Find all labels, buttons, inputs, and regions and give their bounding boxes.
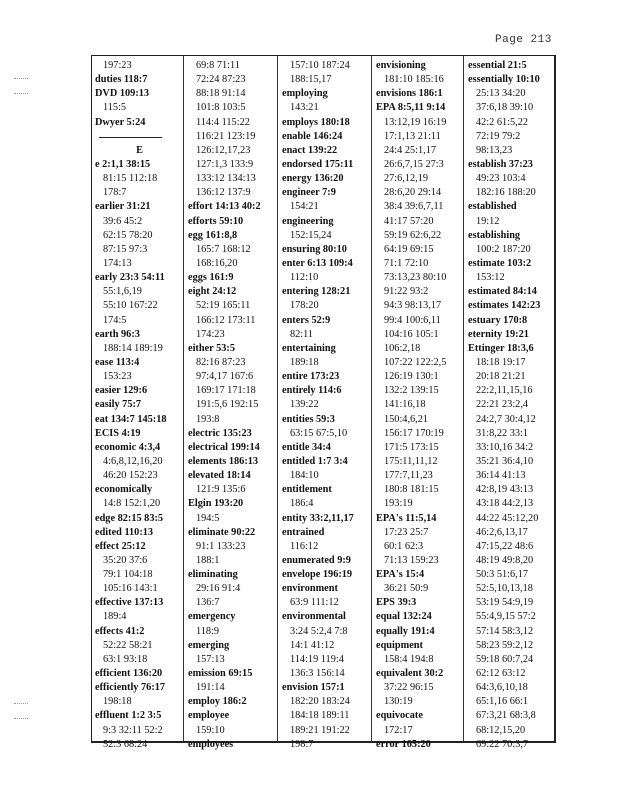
index-page-refs: 36:14 41:13 [476, 470, 526, 482]
index-page-refs: 118:9 [196, 625, 220, 637]
index-page-refs: 52:3 68:24 [103, 738, 148, 750]
index-page-refs: 52:5,10,13,18 [476, 583, 533, 595]
index-page-refs: 39:6 45:2 [103, 215, 143, 227]
index-page-refs: 9:3 32:11 52:2 [103, 724, 163, 736]
index-page-refs: 42:2 61:5,22 [476, 116, 529, 128]
index-term: employing [282, 88, 328, 100]
index-page-refs: 193:19 [384, 498, 413, 510]
index-page-refs: 98:13,23 [476, 144, 513, 156]
index-page-refs: 71:1 72:10 [384, 257, 429, 269]
index-page-refs: 112:10 [290, 272, 319, 284]
index-page-refs: 43:18 44:2,13 [476, 498, 534, 510]
index-term: effect 25:12 [95, 540, 146, 552]
index-page-refs: 38:4 39:6,7,11 [384, 201, 444, 213]
index-page-refs: 189:21 191:22 [290, 724, 350, 736]
index-page-refs: 100:2 187:20 [476, 243, 531, 255]
index-term: establish 37:23 [468, 158, 533, 170]
margin-speck [14, 78, 28, 81]
index-page-refs: 194:5 [196, 512, 220, 524]
index-page-refs: 72:19 79:2 [476, 130, 521, 142]
index-page-refs: 139:22 [290, 399, 319, 411]
index-term: equally 191:4 [376, 625, 435, 637]
index-term: eliminating [188, 569, 238, 581]
index-page-refs: 59:19 62:6,22 [384, 229, 442, 241]
index-page-refs: 188:15,17 [290, 74, 332, 86]
index-page-refs: 22:21 23:2,4 [476, 399, 529, 411]
index-page-refs: 184:18 189:11 [290, 710, 350, 722]
index-term: EPA's 11:5,14 [376, 512, 437, 524]
index-page-refs: 58:23 59:2,12 [476, 639, 534, 651]
index-term: essentially 10:10 [468, 74, 540, 86]
index-term: easily 75:7 [95, 399, 142, 411]
index-page-refs: 114:4 115:22 [196, 116, 250, 128]
index-page-refs: 47:15,22 48:6 [476, 540, 534, 552]
index-term: effects 41:2 [95, 625, 145, 637]
index-page-refs: 55:4,9,15 57:2 [476, 611, 536, 623]
index-term: estuary 170:8 [468, 314, 528, 326]
index-term: egg 161:8,8 [188, 229, 238, 241]
index-page-refs: 174:5 [103, 314, 127, 326]
index-term: estimates 142:23 [468, 300, 541, 312]
index-page-refs: 65:1,16 66:1 [476, 696, 529, 708]
index-term: easier 129:6 [95, 385, 148, 397]
index-term: duties 118:7 [95, 74, 148, 86]
index-term: essential 21:5 [468, 60, 527, 71]
index-page-refs: 20:18 21:21 [476, 371, 526, 383]
index-term: early 23:3 54:11 [95, 272, 165, 284]
index-page-refs: 178:7 [103, 187, 127, 199]
index-term: EPS 39:3 [376, 597, 417, 609]
index-page-refs: 46:20 152:23 [103, 470, 158, 482]
index-term: envelope 196:19 [282, 569, 353, 581]
index-term: emission 69:15 [188, 668, 253, 680]
index-page-refs: 29:16 91:4 [196, 583, 241, 595]
index-page-refs: 116:12 [290, 540, 319, 552]
index-page-refs: 130:19 [384, 696, 413, 708]
index-page-refs: 189:4 [103, 611, 127, 623]
index-page-refs: 174:23 [196, 328, 225, 340]
index-page-refs: 172:17 [384, 724, 413, 736]
index-page-refs: 64:19 69:15 [384, 243, 434, 255]
index-page-refs: 198:7 [290, 738, 314, 750]
index-page-refs: 105:16 143:1 [103, 583, 158, 595]
index-term: entities 59:3 [282, 413, 335, 425]
index-page-refs: 52:19 165:11 [196, 300, 251, 312]
index-page-refs: 116:21 123:19 [196, 130, 256, 142]
index-page-refs: 17:23 25:7 [384, 526, 429, 538]
column-divider [277, 56, 278, 742]
index-term: estimated 84:14 [468, 286, 537, 298]
index-term: establishing [468, 229, 521, 241]
index-term: equivalent 30:2 [376, 668, 444, 680]
index-term: employees [188, 738, 234, 750]
index-page-refs: 133:12 134:13 [196, 173, 256, 185]
index-term: edited 110:13 [95, 526, 154, 538]
index-page-refs: 157:10 187:24 [290, 60, 350, 71]
index-term: ease 113:4 [95, 356, 140, 368]
index-page-refs: 41:17 57:20 [384, 215, 434, 227]
index-page-refs: 69:22 70:3,7 [476, 738, 529, 750]
index-term: equipment [376, 639, 423, 651]
index-term: enters 52:9 [282, 314, 331, 326]
index-page-refs: 31:8,22 33:1 [476, 427, 529, 439]
index-page-refs: 104:16 105:1 [384, 328, 439, 340]
index-page-refs: 177:7,11,23 [384, 470, 433, 482]
index-term: estimate 103:2 [468, 257, 532, 269]
index-page-refs: 88:18 91:14 [196, 88, 246, 100]
index-term: emerging [188, 639, 230, 651]
index-term: e 2:1,1 38:15 [95, 158, 151, 170]
index-page-refs: 156:17 170:19 [384, 427, 444, 439]
index-page-refs: 13:12,19 16:19 [384, 116, 447, 128]
index-term: entrained [282, 526, 325, 538]
index-page-refs: 53:19 54:9,19 [476, 597, 534, 609]
index-page-refs: 87:15 97:3 [103, 243, 148, 255]
index-page-refs: 184:10 [290, 470, 319, 482]
index-page-refs: 101:8 103:5 [196, 102, 246, 114]
index-page-refs: 193:8 [196, 413, 220, 425]
index-page-refs: 26:6,7,15 27:3 [384, 158, 444, 170]
index-page-refs: 136:7 [196, 597, 220, 609]
page-number-label: Page 213 [495, 34, 552, 46]
index-term: envisioning [376, 60, 426, 71]
index-page-refs: 197:23 [103, 60, 132, 71]
index-page-refs: 14:1 41:12 [290, 639, 335, 651]
column-divider [371, 56, 372, 742]
index-page-refs: 171:5 173:15 [384, 441, 439, 453]
index-page-refs: 143:21 [290, 102, 319, 114]
index-term: error 165:20 [376, 738, 431, 750]
index-term: entitlement [282, 484, 332, 496]
index-page-refs: 42:8,19 43:13 [476, 484, 534, 496]
index-term: entire 173:23 [282, 371, 340, 383]
index-page-refs: 79:1 104:18 [103, 569, 153, 581]
index-term: edge 82:15 83:5 [95, 512, 164, 524]
index-page-refs: 55:10 167:22 [103, 300, 158, 312]
index-term: established [468, 201, 517, 213]
index-page-refs: 127:1,3 133:9 [196, 158, 254, 170]
index-term: either 53:5 [188, 342, 235, 354]
index-term: ensuring 80:10 [282, 243, 347, 255]
index-page-refs: 62:12 63:12 [476, 668, 526, 680]
index-page-refs: 59:18 60:7,24 [476, 653, 534, 665]
index-term: electrical 199:14 [188, 441, 260, 453]
index-page-refs: 37:22 96:15 [384, 682, 434, 694]
index-term: entity 33:2,11,17 [282, 512, 354, 524]
index-page-refs: 52:22 58:21 [103, 639, 153, 651]
index-term: employ 186:2 [188, 696, 247, 708]
index-page-refs: 150:4,6,21 [384, 413, 429, 425]
index-term: entitled 1:7 3:4 [282, 455, 348, 467]
index-term: Ettinger 18:3,6 [468, 342, 534, 354]
index-term: ECIS 4:19 [95, 427, 141, 439]
index-page-refs: 178:20 [290, 300, 319, 312]
index-page-refs: 71:13 159:23 [384, 554, 439, 566]
index-term: enter 6:13 109:4 [282, 257, 353, 269]
index-term: DVD 109:13 [95, 88, 150, 100]
index-page-refs: 22:2,11,15,16 [476, 385, 533, 397]
index-page-refs: 14:8 152:1,20 [103, 498, 161, 510]
index-term: effluent 1:2 3:5 [95, 710, 162, 722]
index-column-4 [376, 59, 465, 752]
index-term: eternity 19:21 [468, 328, 529, 340]
index-term: envisions 186:1 [376, 88, 443, 100]
index-page-refs: 91:1 133:23 [196, 540, 246, 552]
index-page-refs: 152:15,24 [290, 229, 332, 241]
index-page-refs: 158:4 194:8 [384, 653, 434, 665]
index-column-5 [468, 59, 557, 752]
index-page-refs: 189:18 [290, 356, 319, 368]
index-page-refs: 141:16,18 [384, 399, 426, 411]
index-page-refs: 50:3 51:6,17 [476, 569, 529, 581]
index-page-refs: 17:1,13 21:11 [384, 130, 441, 142]
index-page-refs: 153:23 [103, 371, 132, 383]
index-term: efforts 59:10 [188, 215, 244, 227]
index-term: enable 146:24 [282, 130, 343, 142]
index-page-refs: 81:15 112:18 [103, 173, 158, 185]
index-page-refs: 114:19 119:4 [290, 653, 344, 665]
index-page-refs: 126:12,17,23 [196, 144, 251, 156]
index-term: elevated 18:14 [188, 470, 251, 482]
index-term: envision 157:1 [282, 682, 345, 694]
index-term: entitle 34:4 [282, 441, 331, 453]
index-page-refs: 115:5 [103, 102, 127, 114]
index-term: enact 139:22 [282, 144, 338, 156]
index-term: enumerated 9:9 [282, 554, 351, 566]
index-term: effective 137:13 [95, 597, 164, 609]
index-term: equal 132:24 [376, 611, 432, 623]
index-page-refs: 35:20 37:6 [103, 554, 148, 566]
index-page-refs: 107:22 122:2,5 [384, 356, 447, 368]
margin-speck [14, 703, 28, 706]
index-page-refs: 18:18 19:17 [476, 356, 526, 368]
index-page-refs: 25:13 34:20 [476, 88, 526, 100]
index-term: elements 186:13 [188, 455, 259, 467]
index-term: economically [95, 484, 153, 496]
index-page-refs: 63:15 67:5,10 [290, 427, 348, 439]
index-column-1 [95, 59, 184, 752]
index-page-refs: 186:4 [290, 498, 314, 510]
index-term: entertaining [282, 342, 336, 354]
index-page-refs: 67:3,21 68:3,8 [476, 710, 536, 722]
index-page-refs: 62:15 78:20 [103, 229, 153, 241]
index-page-refs: 49:23 103:4 [476, 173, 526, 185]
index-page-refs: 106:2,18 [384, 342, 421, 354]
index-term: effort 14:13 40:2 [188, 201, 261, 213]
index-term: Dwyer 5:24 [95, 116, 146, 128]
index-term: EPA's 15:4 [376, 569, 425, 581]
section-rule [95, 130, 184, 144]
index-page-refs: 24:2,7 30:4,12 [476, 413, 536, 425]
index-page-refs: 72:24 87:23 [196, 74, 246, 86]
index-column-2 [188, 59, 277, 752]
index-page-refs: 82:16 87:23 [196, 356, 246, 368]
index-page-refs: 64:3,6,10,18 [476, 682, 528, 694]
index-page-refs: 33:10,16 34:2 [476, 441, 534, 453]
index-page-refs: 121:9 135:6 [196, 484, 246, 496]
index-term: eat 134:7 145:18 [95, 413, 167, 425]
index-term: employs 180:18 [282, 116, 350, 128]
index-term: Elgin 193:20 [188, 498, 244, 510]
index-page-refs: 126:19 130:1 [384, 371, 439, 383]
index-page-refs: 169:17 171:18 [196, 385, 256, 397]
index-term: equivocate [376, 710, 423, 722]
index-page-refs: 19:12 [476, 215, 500, 227]
index-page-refs: 154:21 [290, 201, 319, 213]
index-term: eliminate 90:22 [188, 526, 256, 538]
index-page-refs: 68:12,15,20 [476, 724, 526, 736]
index-term: efficient 136:20 [95, 668, 163, 680]
index-page-refs: 188:1 [196, 554, 220, 566]
index-page-refs: 28:6,20 29:14 [384, 187, 442, 199]
index-page-refs: 57:14 58:3,12 [476, 625, 534, 637]
index-page-refs: 69:8 71:11 [196, 60, 240, 71]
index-page-refs: 94:3 98:13,17 [384, 300, 442, 312]
index-page-refs: 136:12 137:9 [196, 187, 251, 199]
index-term: employee [188, 710, 230, 722]
index-term: entirely 114:6 [282, 385, 342, 397]
index-page-refs: 136:3 156:14 [290, 668, 345, 680]
index-page-refs: 166:12 173:11 [196, 314, 256, 326]
index-page-refs: 180:8 181:15 [384, 484, 439, 496]
index-term: eight 24:12 [188, 286, 237, 298]
index-term: eggs 161:9 [188, 272, 234, 284]
index-page-refs: 37:6,18 39:10 [476, 102, 534, 114]
index-term: earlier 31:21 [95, 201, 151, 213]
index-page-refs: 168:16,20 [196, 257, 238, 269]
index-page-refs: 36:21 50:9 [384, 583, 429, 595]
index-page-refs: 97:4,17 167:6 [196, 371, 254, 383]
index-page-refs: 175:11,11,12 [384, 455, 438, 467]
section-letter-heading: E [136, 144, 143, 156]
index-page-refs: 27:6,12,19 [384, 173, 429, 185]
index-page-refs: 188:14 189:19 [103, 342, 163, 354]
index-page-refs: 63:1 93:18 [103, 653, 148, 665]
index-term: endorsed 175:11 [282, 158, 354, 170]
index-page-refs: 4:6,8,12,16,20 [103, 455, 163, 467]
index-page-refs: 24:4 25:1,17 [384, 144, 437, 156]
index-term: environmental [282, 611, 346, 623]
index-term: electric 135:23 [188, 427, 252, 439]
index-page-refs: 73:13,23 80:10 [384, 272, 447, 284]
index-page-refs: 182:16 188:20 [476, 187, 536, 199]
index-page-refs: 182:20 183:24 [290, 696, 350, 708]
index-page-refs: 63:9 111:12 [290, 597, 339, 609]
index-term: engineer 7:9 [282, 187, 336, 199]
index-term: efficiently 76:17 [95, 682, 166, 694]
index-term: entering 128:21 [282, 286, 351, 298]
index-page-refs: 60:1 62:3 [384, 540, 424, 552]
index-page-refs: 132:2 139:15 [384, 385, 439, 397]
index-page-refs: 153:12 [476, 272, 505, 284]
index-page-refs: 181:10 185:16 [384, 74, 444, 86]
index-term: EPA 8:5,11 9:14 [376, 102, 446, 114]
index-term: emergency [188, 611, 236, 623]
index-term: environment [282, 583, 338, 595]
index-term: engineering [282, 215, 334, 227]
index-page-refs: 174:13 [103, 257, 132, 269]
index-term: earth 96:3 [95, 328, 140, 340]
index-page-refs: 99:4 100:6,11 [384, 314, 441, 326]
index-page-refs: 3:24 5:2,4 7:8 [290, 625, 348, 637]
index-page-refs: 48:19 49:8,20 [476, 554, 534, 566]
index-page-refs: 157:13 [196, 653, 225, 665]
index-page-refs: 191:14 [196, 682, 225, 694]
index-page-refs: 35:21 36:4,10 [476, 455, 534, 467]
index-page-refs: 46:2,6,13,17 [476, 526, 528, 538]
index-page-refs: 91:22 93:2 [384, 286, 429, 298]
index-term: energy 136:20 [282, 173, 344, 185]
index-page-refs: 159:10 [196, 724, 225, 736]
index-term: economic 4:3,4 [95, 441, 161, 453]
margin-speck [14, 718, 28, 721]
margin-speck [14, 93, 28, 96]
index-page-refs: 165:7 168:12 [196, 243, 251, 255]
index-page-refs: 198:18 [103, 696, 132, 708]
index-page-refs: 55:1,6,19 [103, 286, 142, 298]
index-page-refs: 191:5,6 192:15 [196, 399, 259, 411]
index-column-3 [282, 59, 371, 752]
index-page-refs: 82:11 [290, 328, 314, 340]
index-page-refs: 44:22 45:12,20 [476, 512, 539, 524]
